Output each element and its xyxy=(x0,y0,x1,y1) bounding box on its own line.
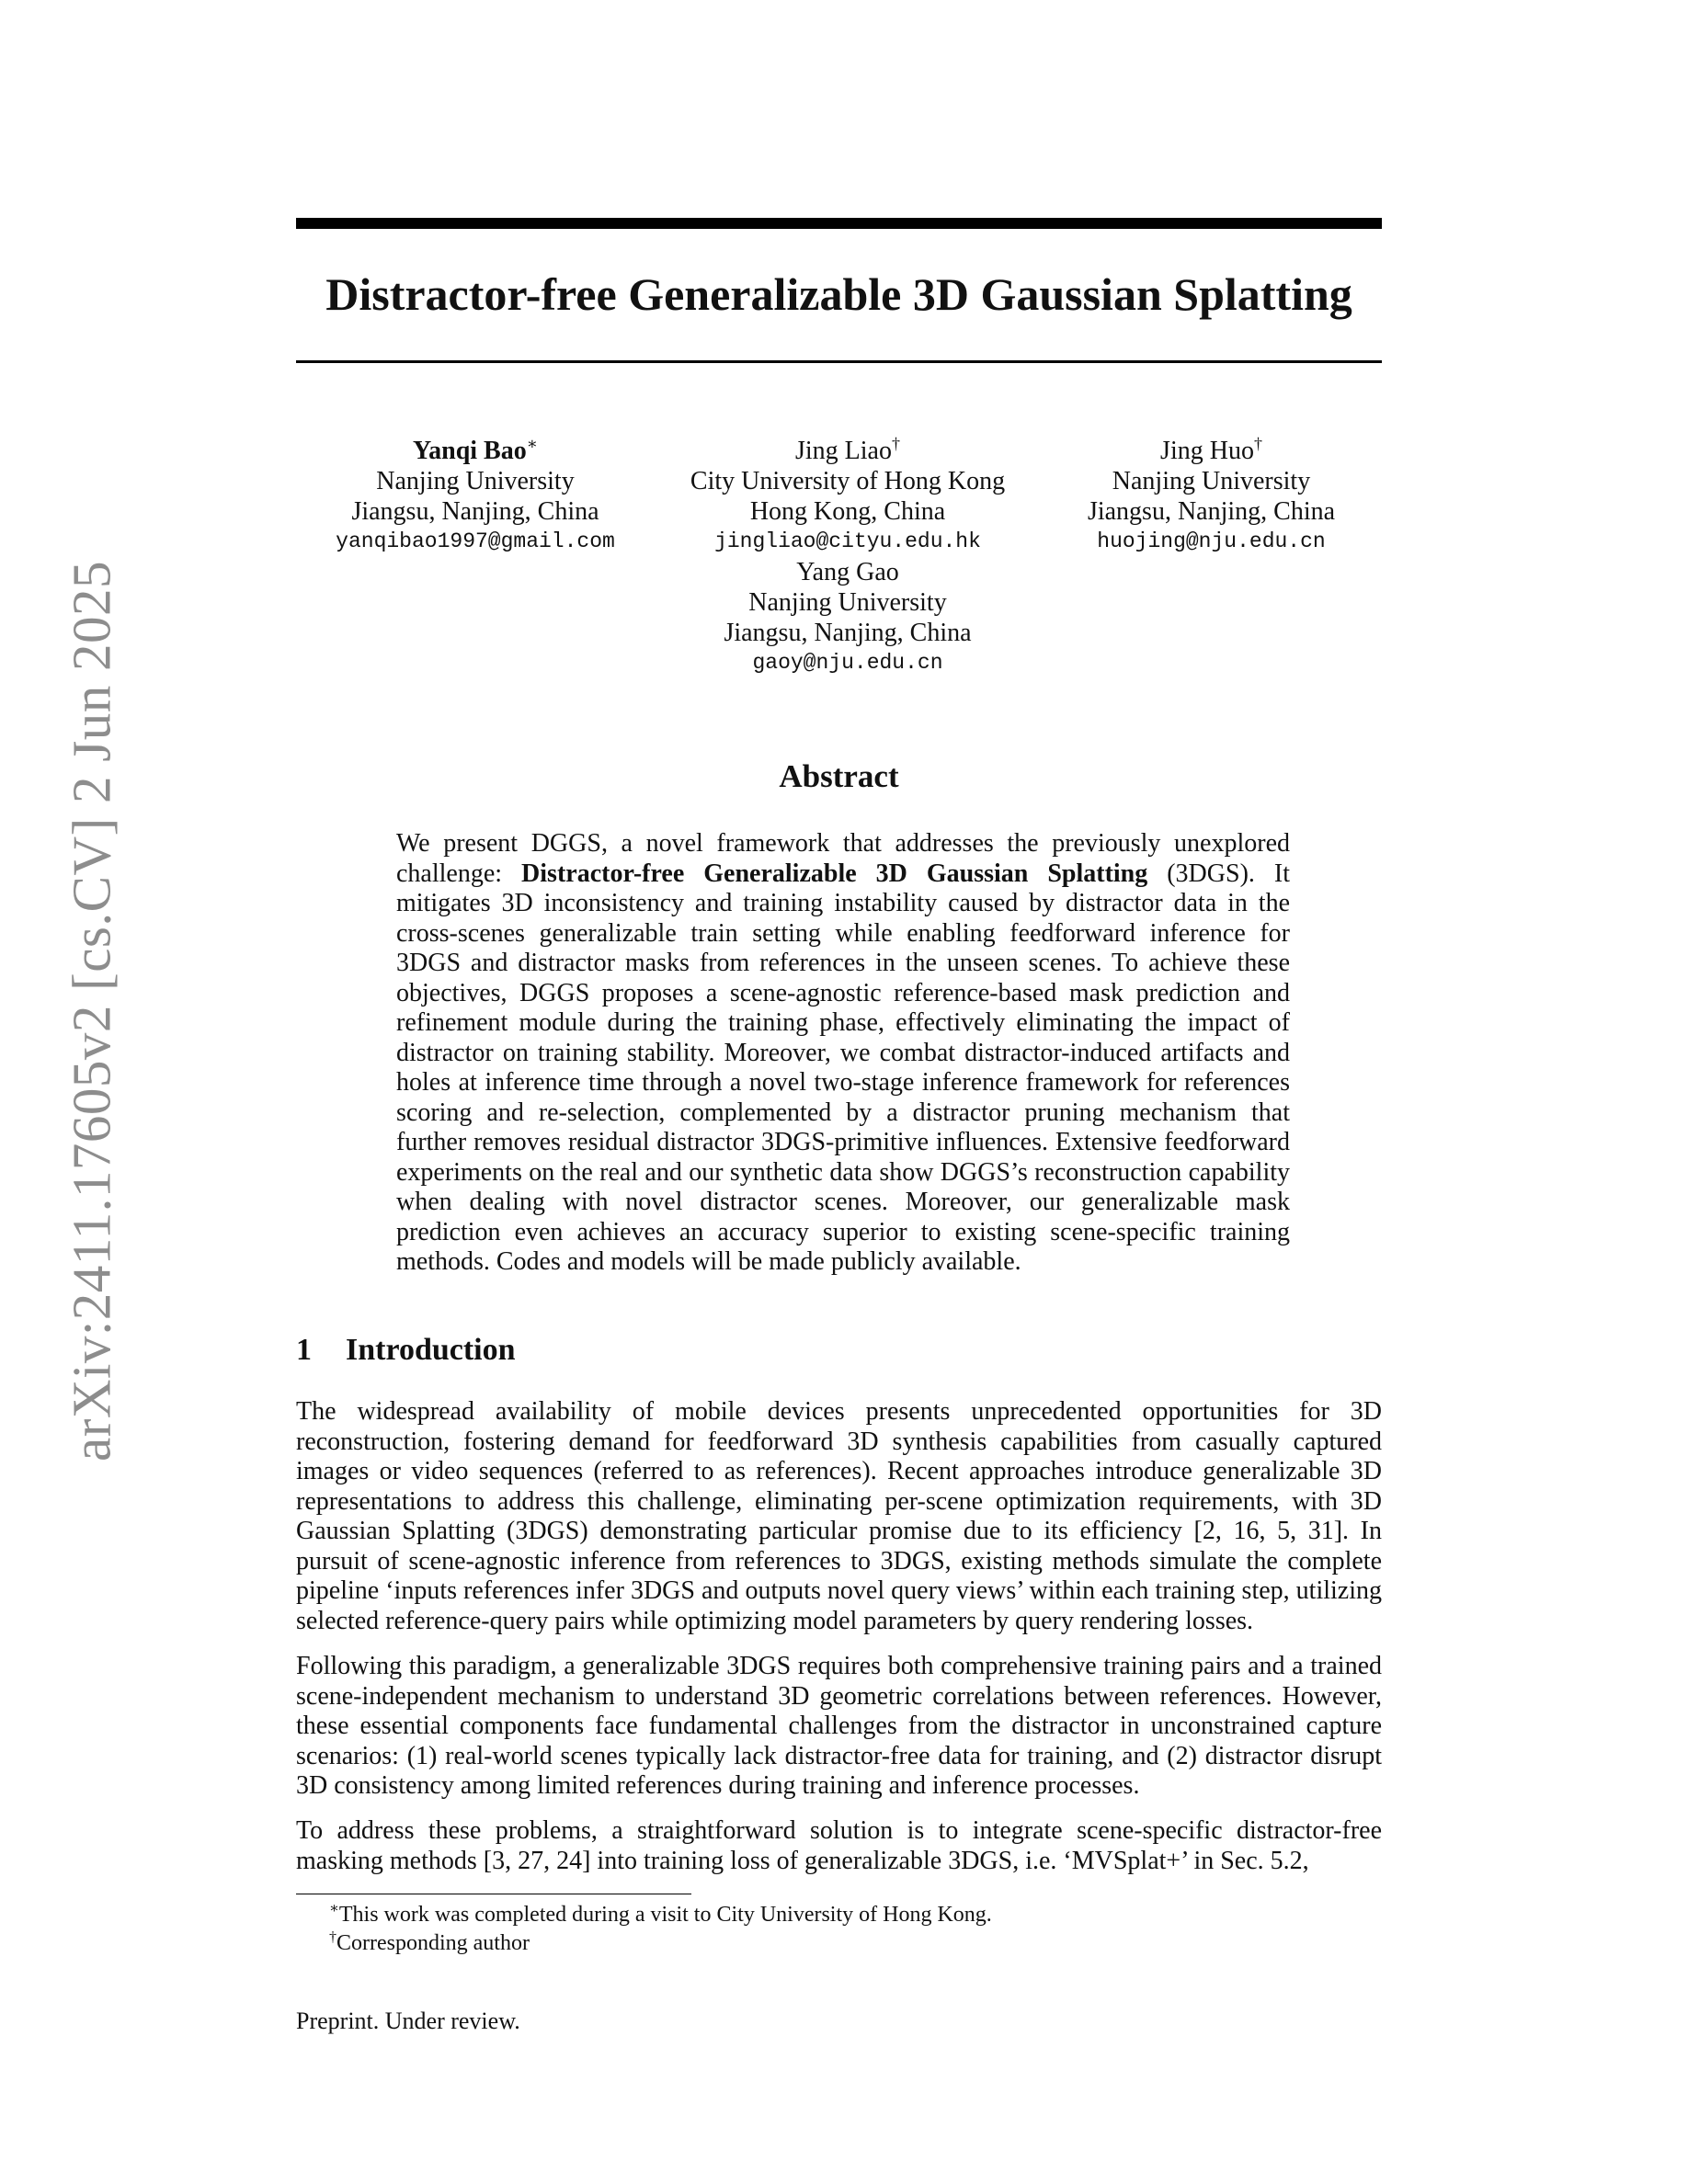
paper-title: Distractor-free Generalizable 3D Gaussian Splatting xyxy=(325,268,1352,320)
author-email: jingliao@cityu.edu.hk xyxy=(714,529,981,553)
abstract-body xyxy=(396,829,1290,1278)
author-affiliation: Nanjing University xyxy=(376,467,575,495)
footnote-text: This work was completed during a visit to City University of Hong Kong. xyxy=(338,1903,992,1927)
abstract-heading: Abstract xyxy=(779,758,899,794)
author-affiliation-4: Nanjing University xyxy=(748,588,947,617)
arxiv-identifier: arXiv:2411.17605v2 [cs.CV] 2 Jun 2025 xyxy=(61,561,122,1462)
footnote-mark: † xyxy=(329,1929,336,1945)
author-location-4: Jiangsu, Nanjing, China xyxy=(724,619,972,647)
author-name-4: Yang Gao xyxy=(796,558,899,586)
author-location: Jiangsu, Nanjing, China xyxy=(1087,497,1336,526)
intro-paragraph-1: The widespread availability of mobile devices presents unprecedented opportunities for 3D reconstruction, fostering demand for feedforward 3D synthesis capabilities from casually captured images or video sequences (referred to as references). Recent approaches introduce generalizable 3D representations to address this challenge, eliminating per-scene optimization requirements, with 3D Gaussian Splatting (3DGS) demonstrating particular promise due to its efficiency [2, 16, 5, 31]. In pursuit of scene-agnostic inference from references to 3DGS, existing methods simulate the complete pipeline ‘inputs references infer 3DGS and outputs novel query views’ within each training step, utilizing selected reference-query pairs while optimizing model parameters by query rendering losses. xyxy=(296,1397,1382,1635)
footnote-2 xyxy=(329,1929,530,1957)
footnote-text: Corresponding author xyxy=(336,1931,530,1955)
author-email-4: gaoy@nju.edu.cn xyxy=(752,651,943,675)
author-location: Jiangsu, Nanjing, China xyxy=(351,497,599,526)
title-top-rule xyxy=(296,218,1382,229)
author-block-2 xyxy=(655,436,1041,678)
footnote-mark: ∗ xyxy=(329,1901,339,1917)
section-heading xyxy=(296,1331,516,1370)
author-block-1 xyxy=(296,436,655,557)
intro-paragraph-3: To address these problems, a straightforward solution is to integrate scene-specific distractor-free masking methods [3, 27, 24] into training loss of generalizable 3DGS, i.e. ‘MVSplat+’ in Sec. 5.2, xyxy=(296,1816,1382,1875)
preprint-note: Preprint. Under review. xyxy=(296,2008,520,2034)
author-affiliation: City University of Hong Kong xyxy=(690,467,1006,495)
author-mark: ∗ xyxy=(526,434,538,453)
author-name: Yanqi Bao xyxy=(413,437,527,465)
intro-paragraph-2: Following this paradigm, a generalizable 3DGS requires both comprehensive training pairs and a trained scene-independent mechanism to understand 3D geometric correlations between references. However, these essential components face fundamental challenges from the distractor in unconstrained capture scenarios: (1) real-world scenes typically lack distractor-free data for training, and (2) distractor disrupt 3D consistency among limited references during training and inference processes. xyxy=(296,1652,1382,1800)
author-location: Hong Kong, China xyxy=(749,497,946,526)
abstract-bold-phrase: Distractor-free Generalizable 3D Gaussian Splatting xyxy=(521,859,1148,888)
author-affiliation: Nanjing University xyxy=(1112,467,1311,495)
author-email: huojing@nju.edu.cn xyxy=(1097,529,1326,553)
section-title: Introduction xyxy=(346,1333,516,1367)
author-mark: † xyxy=(892,434,900,453)
title-bottom-rule xyxy=(296,360,1382,363)
author-name: Jing Liao xyxy=(795,437,892,465)
author-name: Jing Huo xyxy=(1160,437,1254,465)
author-block-3 xyxy=(1041,436,1382,557)
section-number: 1 xyxy=(296,1333,312,1367)
author-email: yanqibao1997@gmail.com xyxy=(336,529,615,553)
author-mark: † xyxy=(1253,434,1262,453)
abstract-lead: We present DGGS, a novel framework that addresses the previously unexplored challenge: xyxy=(396,829,1290,888)
abstract-rest: (3DGS). It mitigates 3D inconsistency and training instability caused by distractor data in the cross-scenes generalizable train setting while enabling feedforward inference for 3DGS and distractor masks from references in the unseen scenes. To achieve these objectives, DGGS proposes a scene-agnostic reference-based mask prediction and refinement module during the training phase, effectively eliminating the impact of distractor on training stability. Moreover, we combat distractor-induced artifacts and holes at inference time through a novel two-stage inference framework for references scoring and re-selection, complemented by a distractor pruning mechanism that further removes residual distractor 3DGS-primitive influences. Extensive feedforward experiments on the real and our synthetic data show DGGS’s reconstruction capability when dealing with novel distractor scenes. Moreover, our generalizable mask prediction even achieves an accuracy superior to existing scene-specific training methods. Codes and models will be made publicly available. xyxy=(396,859,1290,1276)
footnote-1 xyxy=(329,1901,992,1928)
